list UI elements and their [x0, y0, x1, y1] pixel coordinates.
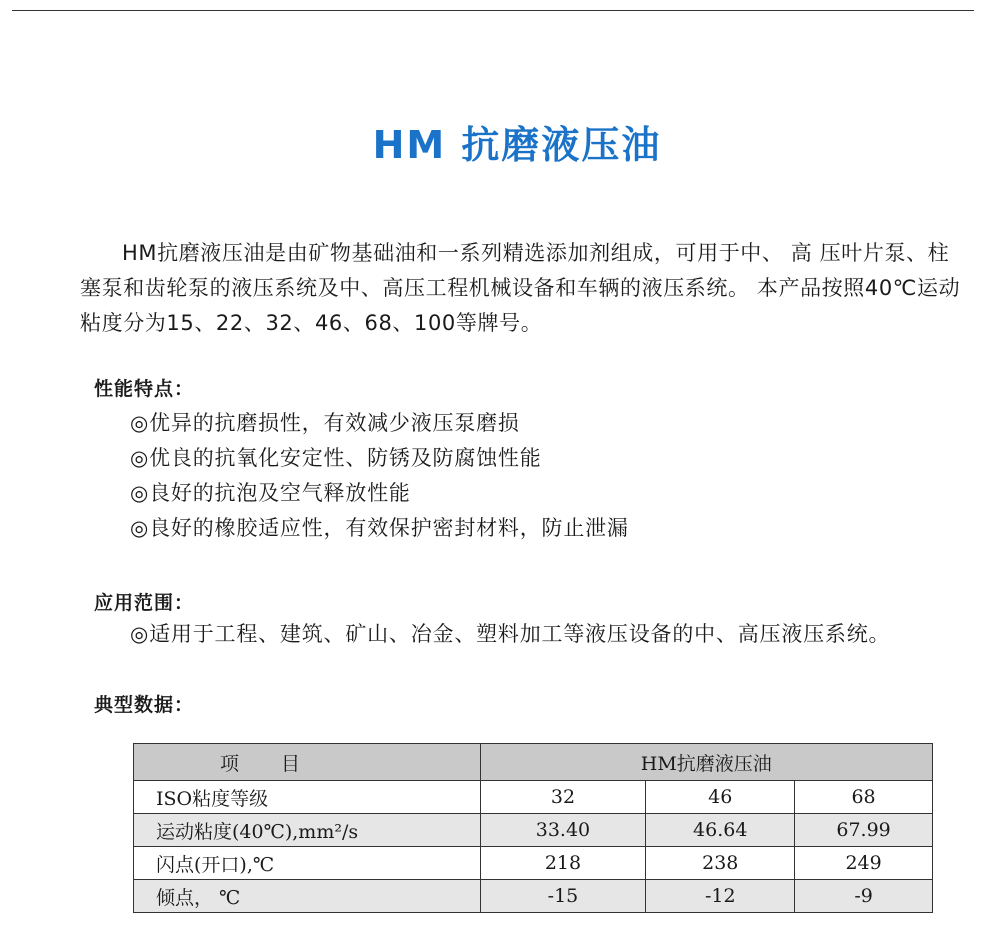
value-cell: 218 — [480, 847, 646, 880]
table-row — [134, 781, 933, 814]
header-product-cell: HM抗磨液压油 — [480, 744, 932, 781]
value-cell: 68 — [795, 781, 933, 814]
value-cell: 46.64 — [646, 814, 795, 847]
value-cell: 33.40 — [480, 814, 646, 847]
table-row — [134, 814, 933, 847]
applications-heading: 应用范围： — [94, 592, 195, 614]
value-cell: 249 — [795, 847, 933, 880]
table-row — [134, 847, 933, 880]
value-cell: 46 — [646, 781, 795, 814]
top-rule — [12, 10, 974, 11]
value-cell: -15 — [480, 880, 646, 913]
features-list — [130, 406, 629, 546]
row-label: 倾点， ℃ — [134, 880, 481, 913]
page-title: HM 抗磨液压油 — [372, 123, 662, 167]
feature-item: ◎良好的橡胶适应性，有效保护密封材料，防止泄漏 — [130, 516, 629, 540]
feature-item: ◎优异的抗磨损性，有效减少液压泵磨损 — [130, 411, 520, 435]
value-cell: 238 — [646, 847, 795, 880]
applications-list — [130, 617, 890, 652]
row-label: 运动粘度(40℃),mm²/s — [134, 814, 481, 847]
header-item-cell: 项 目 — [134, 744, 481, 781]
value-cell: -9 — [795, 880, 933, 913]
row-label: ISO粘度等级 — [134, 781, 481, 814]
application-item: ◎适用于工程、建筑、矿山、冶金、塑料加工等液压设备的中、高压液压系统。 — [130, 622, 891, 646]
intro-paragraph: HM抗磨液压油是由矿物基础油和一系列精选添加剂组成，可用于中、 高 压叶片泵、柱塞泵和齿轮泵的液压系统及中、高压工程机械设备和车辆的液压系统。 本产品按照40℃运动粘度分为15、22、32、46、68、100等牌号。 — [80, 241, 961, 335]
table-header-row — [134, 744, 933, 781]
value-cell: 32 — [480, 781, 646, 814]
table-row — [134, 880, 933, 913]
value-cell: -12 — [646, 880, 795, 913]
value-cell: 67.99 — [795, 814, 933, 847]
feature-item: ◎优良的抗氧化安定性、防锈及防腐蚀性能 — [130, 446, 542, 470]
feature-item: ◎良好的抗泡及空气释放性能 — [130, 481, 411, 505]
typical-data-table — [133, 743, 933, 913]
typical-data-heading: 典型数据： — [94, 694, 195, 716]
row-label: 闪点(开口),℃ — [134, 847, 481, 880]
features-heading: 性能特点： — [94, 378, 195, 400]
